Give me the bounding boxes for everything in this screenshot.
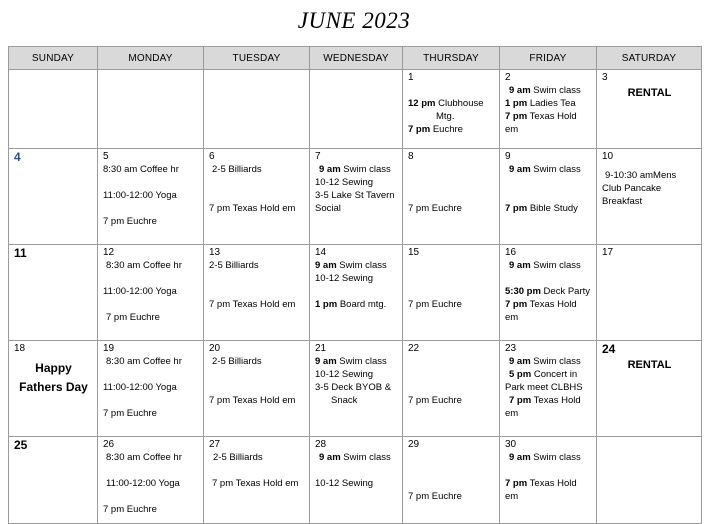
day-cell [500, 70, 597, 149]
event-continuation: Snack [331, 395, 358, 406]
event: 9 am Swim class [319, 164, 391, 175]
day-cell [204, 341, 310, 437]
day-number: 30 [505, 439, 517, 450]
event: 7 pm Euchre [103, 408, 157, 419]
day-cell [98, 245, 204, 341]
event: 7 pm Texas Hold em [209, 203, 296, 214]
event: 7 pm Euchre [103, 216, 157, 227]
week-row [9, 149, 702, 245]
day-number: 3 [602, 72, 608, 83]
day-cell [9, 341, 98, 437]
event: 10-12 Sewing [315, 177, 374, 188]
day-cell [597, 341, 702, 437]
day-cell [597, 245, 702, 341]
day-number: 11 [14, 246, 27, 260]
day-cell [9, 437, 98, 524]
event: 7 pm Texas Hold em [212, 478, 299, 489]
event: 7 pm Texas Hold [505, 111, 577, 122]
day-cell [500, 341, 597, 437]
event: 8:30 am Coffee hr [106, 356, 182, 367]
empty-day-cell [310, 70, 403, 149]
event: 10-12 Sewing [315, 273, 374, 284]
event-continuation: Club Pancake [602, 183, 662, 194]
event: 2-5 Billiards [213, 452, 263, 463]
day-number: 6 [209, 151, 215, 162]
event: 7 pm Texas Hold [505, 299, 577, 310]
day-number: 20 [209, 343, 221, 354]
holiday-label: Happy [35, 361, 72, 375]
day-number: 15 [408, 247, 420, 258]
day-cell [403, 70, 500, 149]
week-row [9, 245, 702, 341]
day-number: 21 [315, 343, 327, 354]
event: 2-5 Billiards [209, 260, 259, 271]
event: 11:00-12:00 Yoga [103, 382, 177, 393]
week-row [9, 437, 702, 524]
day-number: 7 [315, 151, 321, 162]
day-cell [500, 245, 597, 341]
calendar-title: JUNE 2023 [297, 8, 411, 33]
day-number: 23 [505, 343, 517, 354]
day-number: 27 [209, 439, 221, 450]
event: 2-5 Billiards [212, 164, 262, 175]
empty-day-cell [204, 70, 310, 149]
event: 7 pm Texas Hold em [209, 395, 296, 406]
event: 9 am Swim class [509, 356, 581, 367]
event: 9 am Swim class [509, 164, 581, 175]
event: 9 am Swim class [509, 452, 581, 463]
event: 5:30 pm Deck Party [505, 286, 591, 297]
day-cell [310, 149, 403, 245]
day-number: 26 [103, 439, 115, 450]
event-continuation: em [505, 491, 519, 502]
event: 8:30 am Coffee hr [106, 260, 182, 271]
event: 8:30 am Coffee hr [103, 164, 179, 175]
day-cell [310, 245, 403, 341]
empty-day-cell [98, 70, 204, 149]
event-continuation: Park meet CLBHS [505, 382, 583, 393]
day-number: 17 [602, 247, 614, 258]
rental-label: RENTAL [627, 359, 672, 371]
event: 9 am Swim class [319, 452, 391, 463]
day-number: 24 [602, 342, 616, 356]
event: 3-5 Lake St Tavern [315, 190, 395, 201]
empty-day-cell [597, 437, 702, 524]
day-cell [204, 245, 310, 341]
day-number: 25 [14, 438, 28, 452]
event-continuation: Social [315, 203, 341, 214]
day-number: 18 [14, 343, 26, 354]
event: 9-10:30 amMens [605, 170, 677, 181]
day-cell [310, 341, 403, 437]
event: 9 am Swim class [509, 85, 581, 96]
calendar-grid [8, 46, 702, 524]
day-number: 8 [408, 151, 414, 162]
weekday-header: MONDAY [98, 47, 204, 70]
day-number: 22 [408, 343, 420, 354]
event: 7 pm Euchre [408, 299, 462, 310]
event: 7 pm Euchre [103, 504, 157, 515]
event: 11:00-12:00 Yoga [106, 478, 180, 489]
event-continuation: em [505, 408, 519, 419]
weekday-header: THURSDAY [403, 47, 500, 70]
day-number: 13 [209, 247, 221, 258]
day-cell [403, 437, 500, 524]
event: 7 pm Texas Hold [505, 478, 577, 489]
empty-day-cell [9, 70, 98, 149]
day-number: 2 [505, 72, 511, 83]
event-continuation: Mtg. [436, 111, 455, 122]
day-cell [98, 437, 204, 524]
event: 7 pm Euchre [408, 491, 462, 502]
day-cell [9, 149, 98, 245]
event: 5 pm Concert in [509, 369, 578, 380]
event: 11:00-12:00 Yoga [103, 286, 177, 297]
day-cell [500, 437, 597, 524]
day-cell [403, 245, 500, 341]
event-continuation: Breakfast [602, 196, 643, 207]
day-cell [98, 341, 204, 437]
day-number: 12 [103, 247, 115, 258]
week-row [9, 70, 702, 149]
event: 11:00-12:00 Yoga [103, 190, 177, 201]
event: 12 pm Clubhouse [408, 98, 484, 109]
day-cell [9, 245, 98, 341]
weekday-header: WEDNESDAY [310, 47, 403, 70]
event: 7 pm Bible Study [505, 203, 578, 214]
weekday-header: SATURDAY [597, 47, 702, 70]
weekday-header: SUNDAY [9, 47, 98, 70]
event: 1 pm Ladies Tea [505, 98, 576, 109]
day-cell [500, 149, 597, 245]
week-row [9, 341, 702, 437]
event: 1 pm Board mtg. [315, 299, 387, 310]
event: 9 am Swim class [315, 356, 387, 367]
weekday-header-row [9, 47, 702, 70]
day-number: 16 [505, 247, 517, 258]
day-cell [597, 70, 702, 149]
event: 9 am Swim class [315, 260, 387, 271]
day-number: 10 [602, 151, 614, 162]
weekday-header: FRIDAY [500, 47, 597, 70]
holiday-label: Fathers Day [19, 380, 88, 394]
day-number: 19 [103, 343, 115, 354]
event: 10-12 Sewing [315, 369, 374, 380]
day-number: 14 [315, 247, 327, 258]
day-cell [403, 149, 500, 245]
event: 3-5 Deck BYOB & [315, 382, 392, 393]
event-continuation: em [505, 124, 519, 135]
weekday-header: TUESDAY [204, 47, 310, 70]
event: 7 pm Texas Hold em [209, 299, 296, 310]
day-cell [403, 341, 500, 437]
event: 2-5 Billiards [212, 356, 262, 367]
day-cell [204, 437, 310, 524]
day-number: 5 [103, 151, 109, 162]
event: 9 am Swim class [509, 260, 581, 271]
day-cell [98, 149, 204, 245]
event-continuation: em [505, 312, 519, 323]
day-cell [204, 149, 310, 245]
day-number: 4 [14, 150, 21, 164]
event: 7 pm Euchre [408, 203, 462, 214]
day-cell [310, 437, 403, 524]
event: 7 pm Euchre [408, 395, 462, 406]
event: 7 pm Euchre [408, 124, 463, 135]
day-number: 1 [408, 72, 414, 83]
day-number: 29 [408, 439, 420, 450]
day-number: 28 [315, 439, 327, 450]
event: 8:30 am Coffee hr [106, 452, 182, 463]
day-cell [597, 149, 702, 245]
rental-label: RENTAL [627, 87, 672, 99]
event: 10-12 Sewing [315, 478, 374, 489]
event: 7 pm Texas Hold [509, 395, 581, 406]
event: 7 pm Euchre [106, 312, 160, 323]
day-number: 9 [505, 151, 511, 162]
